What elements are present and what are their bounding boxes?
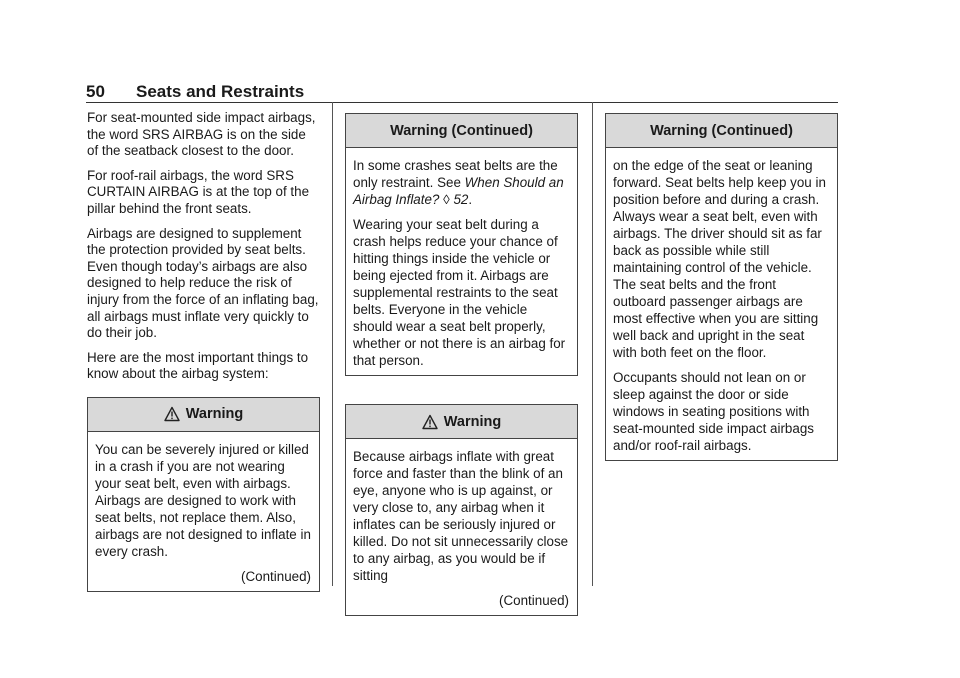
page-number: 50: [86, 82, 105, 101]
column-divider-2: [592, 102, 593, 586]
warning-text: on the edge of the seat or leaning forward. Seat belts help keep you in position before and during a crash. Always wear a seat belt, even with airbags. The driver should sit as far back as possible while still maintaining control of the vehicle. The seat belts and the front outboard passenger airbags are most effective when you are sitting well back and upright in the seat with both feet on the floor.: [613, 158, 826, 360]
warning-title: Warning (Continued): [390, 122, 533, 139]
warning-header: [88, 398, 319, 432]
warning-body: [606, 148, 837, 460]
warning-title: Warning: [185, 406, 244, 423]
warning-text: You can be severely injured or killed in a crash if you are not wearing your seat belt, even with airbags. Airbags are designed to work with seat belts, not replace them. Also, airbags are not designed to inflate in every crash.: [95, 441, 311, 559]
warning-header: [606, 114, 837, 148]
section-title: Seats and Restraints: [136, 82, 305, 101]
warning-box: [87, 397, 320, 592]
continued-label: (Continued): [241, 568, 311, 584]
page-ref-number[interactable]: 52: [453, 192, 469, 207]
page-ref-icon: ◊: [443, 192, 450, 207]
column-divider-1: [332, 102, 333, 586]
column-3: [605, 113, 838, 461]
paragraph: For roof-rail airbags, the word SRS CURTAIN AIRBAG is at the top of the pillar behind the front seats.: [87, 167, 310, 216]
warning-box-continued: [345, 113, 578, 376]
cross-reference-link[interactable]: When Should an Airbag Inflate?: [353, 175, 564, 207]
page-header: [86, 82, 838, 103]
warning-triangle-icon: [164, 406, 180, 422]
warning-text: Because airbags inflate with great force and faster than the blink of an eye, anyone who is up against, or very close to, any airbag when it inflates can be seriously injured or killed. Do not sit unnecessarily close to any airbag, as you would be if sitting: [353, 449, 569, 583]
column-1: [87, 110, 320, 592]
warning-header: [346, 405, 577, 439]
warning-title: Warning (Continued): [650, 122, 793, 139]
warning-header: [346, 114, 577, 148]
warning-body: [88, 432, 319, 591]
warning-box-continued: [605, 113, 838, 461]
warning-text: Wearing your seat belt during a crash helps reduce your chance of hitting things inside the vehicle or being ejected from it. Airbags are supplemental restraints to the seat belts. Everyone in the vehicle should wear a seat belt properly, whether or not there is an airbag for that person.: [353, 217, 566, 368]
warning-text: Occupants should not lean on or sleep against the door or side windows in seating positions with seat-mounted side impact airbags and/or roof-rail airbags.: [613, 370, 814, 453]
paragraph: Airbags are designed to supplement the protection provided by seat belts. Even though today’s airbags are also designed to help reduce the risk of injury from the force of an inflating bag, all airbags must inflate very quickly to do their job.: [87, 225, 319, 341]
column-2: [345, 113, 578, 616]
warning-text: In some crashes seat belts are the only restraint. See When Should an Airbag Inflate? ◊ 52.: [353, 158, 564, 207]
warning-box: [345, 404, 578, 616]
warning-body: [346, 148, 577, 375]
warning-triangle-icon: [422, 414, 438, 430]
warning-body: [346, 439, 577, 615]
paragraph: Here are the most important things to know about the airbag system:: [87, 349, 309, 382]
continued-label: (Continued): [499, 593, 569, 608]
paragraph: For seat-mounted side impact airbags, the word SRS AIRBAG is on the side of the seatback closest to the door.: [87, 110, 316, 159]
warning-title: Warning: [443, 413, 502, 430]
